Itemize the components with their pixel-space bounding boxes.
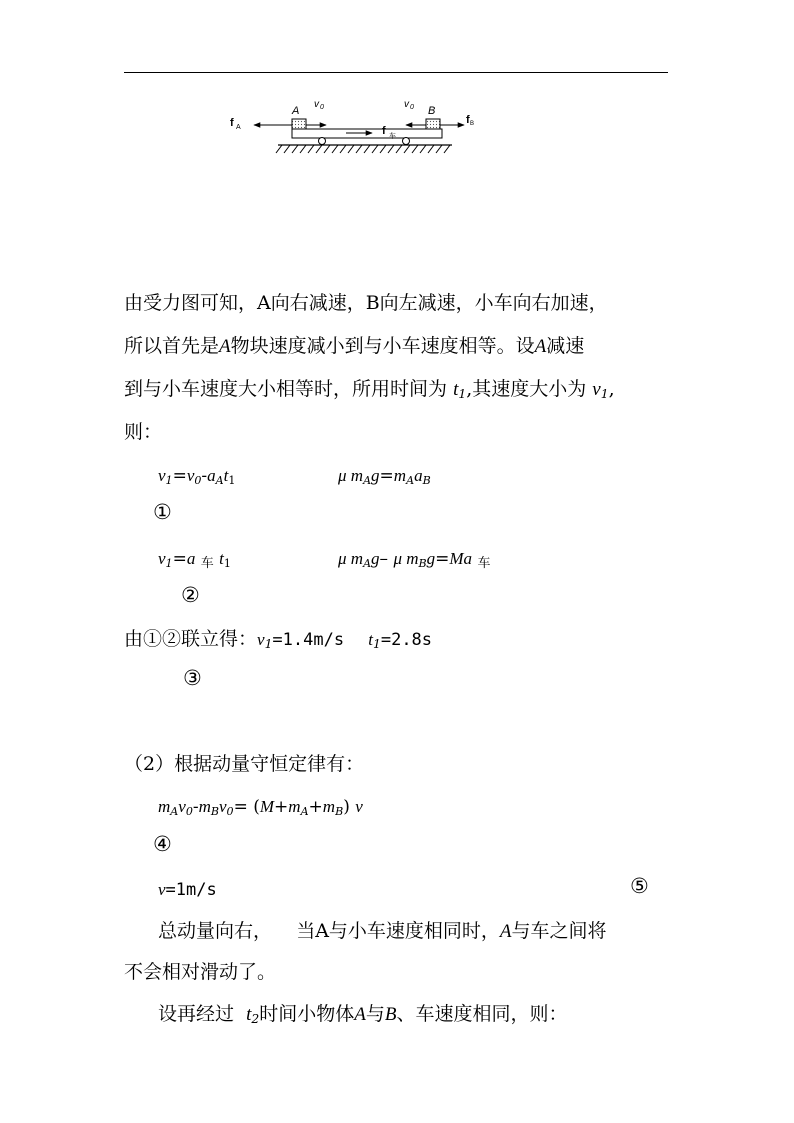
part2-heading: （2）根据动量守恒定律有：: [124, 753, 365, 775]
sub: 1: [458, 387, 467, 402]
cart-wheel-left: [319, 138, 326, 145]
para1-line2: [124, 337, 584, 356]
block-b: [426, 119, 440, 129]
equation-1-right: μ $m_Ag=m_Aa_B$: [338, 466, 431, 487]
text: 与: [365, 1003, 385, 1025]
text: 所以首先是: [124, 335, 220, 357]
label-v0-left-sub: 0: [320, 104, 324, 111]
label-fcar-sub: 车: [389, 132, 396, 140]
equation-momentum: $m_Av_0-m_Bv_0= (M+m_A+m_B)$ v: [158, 797, 363, 818]
equation-2-right: μ $m_Ag-$ μ $m_Bg=Ma$ 车: [338, 549, 491, 571]
symbol-t: t: [453, 379, 459, 400]
label-fcar: f: [382, 125, 386, 137]
symbol-v: v: [592, 379, 601, 400]
circle-4: ④: [153, 832, 172, 856]
text: 总动量向右，: [158, 920, 273, 942]
circle-3: ③: [183, 666, 202, 690]
block-a: [292, 119, 306, 129]
value: =1.4m/s: [272, 630, 345, 650]
label-fa: f: [230, 117, 234, 129]
label-fb-sub: B: [470, 121, 475, 127]
sub: 1: [600, 387, 609, 402]
text: 当A与小车速度相同时，: [296, 920, 500, 942]
label-b: B: [428, 105, 436, 117]
para1-line3: [124, 380, 615, 400]
circle-1: ①: [153, 500, 172, 524]
result-line: [124, 630, 432, 650]
label-v0-left: v: [314, 99, 319, 110]
equation-1-left: $v_1=v_0-a_At_1$: [158, 466, 236, 487]
para3-line1: [158, 922, 607, 941]
label-fb: f: [466, 114, 470, 126]
symbol-a: A: [354, 1004, 366, 1025]
symbol-v: v: [257, 630, 265, 649]
sub: 1: [372, 637, 381, 652]
text: 、车速度相同，则：: [396, 1003, 568, 1025]
para4-line1: [158, 1005, 568, 1025]
value: =2.8s: [380, 630, 433, 650]
symbol-a: A: [219, 336, 231, 357]
symbol-t: t: [246, 1004, 252, 1025]
equation-2-left: $v_1=a$ 车 $t_1$: [158, 549, 231, 571]
text: 设再经过: [158, 1003, 235, 1025]
symbol-b: B: [384, 1004, 397, 1025]
text: 到与小车速度大小相等时，所用时间为: [124, 378, 448, 400]
cart-wheel-right: [403, 138, 410, 145]
sub: 1: [264, 637, 273, 652]
label-a: A: [292, 105, 300, 117]
symbol-v: v: [158, 880, 166, 899]
text: 减速: [546, 335, 585, 357]
text: 由①②联立得：: [124, 628, 258, 650]
label-v0-right-sub: 0: [410, 104, 414, 111]
value: =1m/s: [165, 880, 217, 900]
header-rule: [124, 72, 668, 73]
circle-2: ②: [181, 583, 200, 607]
text: 时间小物体: [259, 1003, 355, 1025]
force-diagram: [222, 90, 475, 160]
equation-v: [158, 880, 217, 899]
text: 与车之间将: [511, 920, 607, 942]
label-v0-right: v: [404, 99, 409, 110]
text: ,: [608, 378, 615, 400]
symbol-t: t: [368, 630, 373, 649]
label-fa-sub: A: [236, 124, 241, 131]
circle-5: ⑤: [630, 874, 649, 898]
para3-line2: 不会相对滑动了。: [124, 961, 277, 983]
text: ,其速度大小为: [466, 378, 587, 400]
symbol-a: A: [534, 336, 547, 357]
para1-line1: 由受力图可知，A向右减速，B向左减速，小车向右加速，: [124, 292, 608, 314]
text: 物块速度减小到与小车速度相等。设: [230, 335, 535, 357]
ground-hatch: [276, 145, 450, 153]
para1-line4: 则：: [124, 421, 163, 443]
sub: 2: [251, 1012, 260, 1027]
symbol-a: A: [499, 921, 512, 942]
